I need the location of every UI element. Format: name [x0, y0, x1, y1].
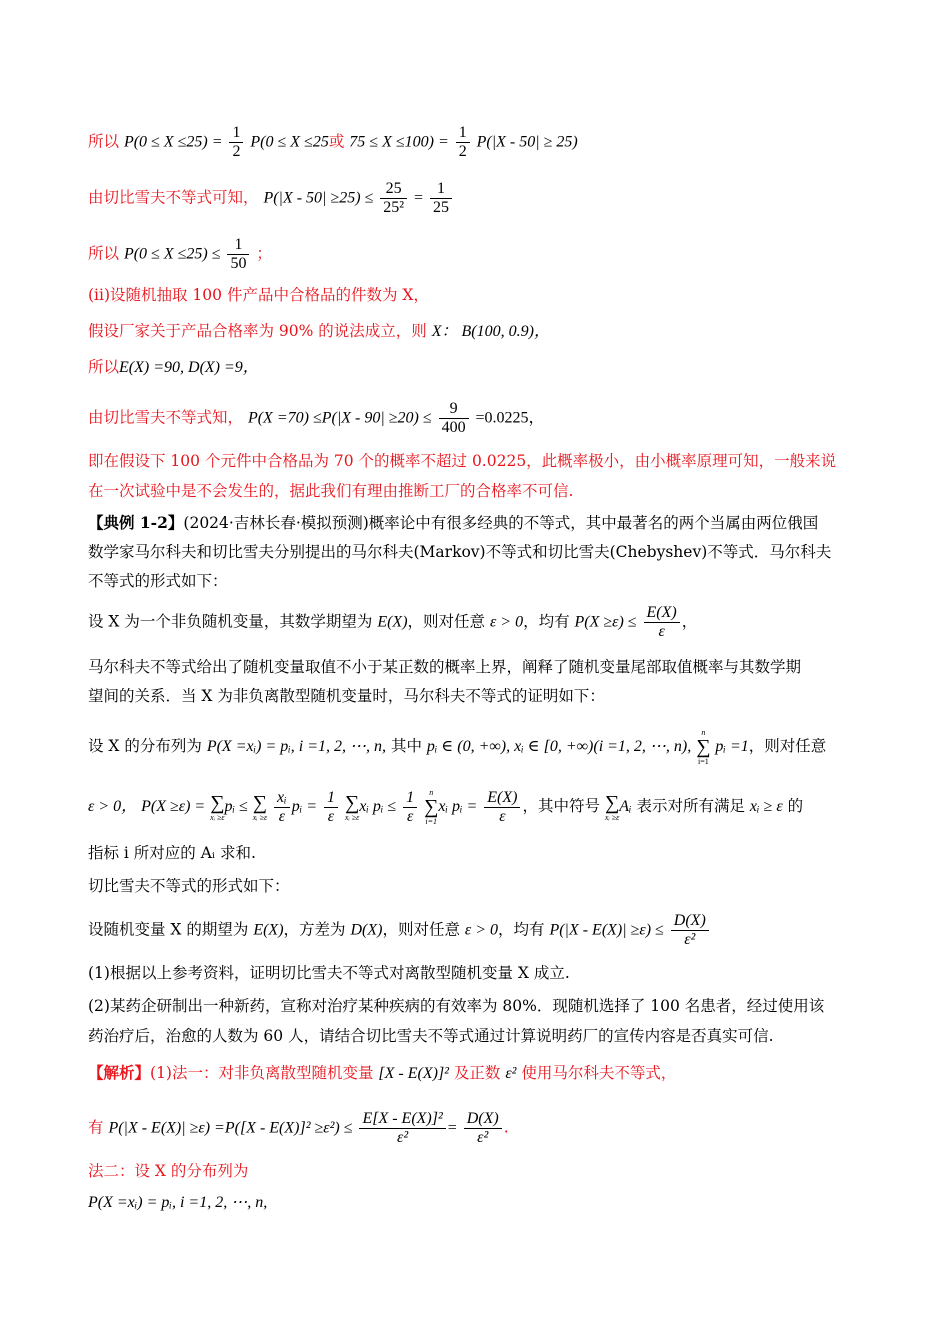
line-18: 指标 i 所对应的 Aᵢ 求和.: [88, 844, 256, 862]
sum-symbol: ∑ xᵢ ≥ε: [210, 791, 225, 822]
text: 所以: [88, 244, 120, 263]
line-25: 有 P(|X - E(X)| ≥ε) =P([X - E(X)]² ≥ε²) ≤ $\frac{\text{E[X - E(X)]²}}{\text{ε²}}$ = $\frac{D(X)}{\text{ε²}}$ .: [88, 1110, 509, 1146]
line-8: 即在假设下 100 个元件中合格品为 70 个的概率不超过 0.0225，此概率极小，由小概率原理可知，一般来说: [88, 452, 837, 470]
line-13: 设 X 为一个非负随机变量，其数学期望为 E(X)，则对任意 ε > 0，均有 P(X ≥ε) ≤ $\frac{E(X)}{\varepsilon}$ ，: [88, 604, 698, 640]
math: P(X =70) ≤P(|X - 90| ≥20) ≤: [247, 409, 432, 427]
fraction: $\frac{9}{400}$: [439, 400, 469, 437]
text: 由切比雪夫不等式可知，: [88, 188, 259, 207]
math: E(X) =90, D(X) =9，: [119, 359, 259, 376]
fraction: $\frac{1}{25}$: [430, 180, 452, 217]
line-3: [88, 236, 868, 273]
fraction: $\frac{\text{xᵢ}}{\varepsilon}$: [274, 789, 290, 826]
fraction-half: $\frac{1}{2}$: [456, 124, 470, 161]
line-19: 切比雪夫不等式的形式如下：: [88, 877, 290, 895]
line-5: [88, 320, 868, 343]
fraction: $\frac{D(X)}{\text{ε²}}$: [671, 912, 709, 949]
line-23: 药治疗后，治愈的人数为 60 人，请结合切比雪夫不等式通过计算说明药厂的宣传内容是否真实可信.: [88, 1027, 774, 1045]
analysis-tag: 【解析】: [88, 1063, 151, 1082]
math: P(|X - 50| ≥25) ≤: [263, 189, 374, 207]
line-10: [88, 512, 868, 534]
line-20: 设随机变量 X 的期望为 E(X)，方差为 D(X)，则对任意 ε > 0，均有 P(|X - E(X)| ≥ε) ≤ $\frac{D(X)}{\text{ε²}}$: [88, 912, 868, 949]
sum-symbol: ∑ xᵢ ≥ε: [344, 791, 360, 822]
sum-symbol: n ∑ i=1: [696, 728, 711, 766]
line-2: 由切比雪夫不等式可知， P(|X - 50| ≥25) ≤ $\frac{25}{\text{25²}}$ = $\frac{1}{25}$: [88, 180, 868, 217]
line-24: 【解析】(1)法一：对非负离散型随机变量 [X - E(X)]² 及正数 ε² 使用马尔科夫不等式，: [88, 1063, 677, 1082]
math: P(0 ≤ X ≤25: [250, 133, 329, 151]
line-12: 不等式的形式如下：: [88, 572, 228, 590]
fraction-half: $\frac{1}{2}$: [229, 124, 243, 161]
math: P(0 ≤ X ≤25) =: [123, 133, 223, 151]
line-4: (ii)设随机抽取 100 件产品中合格品的件数为 X，: [88, 286, 429, 304]
text-or: 或: [328, 132, 345, 151]
line-9: 在一次试验中是不会发生的，据此我们有理由推断工厂的合格率不可信.: [88, 482, 574, 500]
line-17: ε > 0， P(X ≥ε) = ∑ xᵢ ≥ε pᵢ ≤ ∑ xᵢ ≥ε $\frac{\text{xᵢ}}{\varepsilon}$ pᵢ = $\frac{1}{\varepsilon}$ ∑ xᵢ ≥ε xᵢ pᵢ ≤ $\frac{1}{\varepsilon}$ n ∑ i=1 xᵢ pᵢ = $\frac{E(X)}{\varepsilon}$ ，其中符号 ∑ xᵢ ≥ε Aᵢ 表示对所有满足 xᵢ ≥ ε 的: [88, 788, 804, 826]
fraction: $\frac{E(X)}{\varepsilon}$: [644, 604, 680, 641]
math: P(0 ≤ X ≤25) ≤: [123, 245, 221, 263]
line-26: 法二：设 X 的分布列为: [88, 1162, 249, 1180]
fraction: $\frac{\text{E[X - E(X)]²}}{\text{ε²}}$: [359, 1110, 445, 1147]
line-16: 设 X 的分布列为 P(X =xᵢ) = pᵢ, i =1, 2, ⋯, n, 其中 pᵢ ∈ (0, +∞), xᵢ ∈ [0, +∞)(i =1, 2, ⋯, n), n ∑ i=1 pᵢ =1，则对任意: [88, 728, 827, 766]
fraction: $\frac{1}{\varepsilon}$: [403, 789, 417, 826]
text: 由切比雪夫不等式知，: [88, 408, 244, 427]
text: 所以: [88, 358, 120, 376]
line-6: [88, 356, 868, 379]
math: =0.0225，: [475, 409, 545, 427]
text: (2024·吉林长春·模拟预测)概率论中有很多经典的不等式，其中最著名的两个当属由两位俄国: [183, 514, 819, 532]
sum-symbol: n ∑ i=1: [424, 788, 439, 826]
math: P(|X - 50| ≥ 25): [476, 133, 578, 151]
line-21: (1)根据以上参考资料，证明切比雪夫不等式对离散型随机变量 X 成立.: [88, 964, 570, 982]
text: 所以: [88, 132, 120, 151]
line-14: 马尔科夫不等式给出了随机变量取值不小于某正数的概率上界，阐释了随机变量尾部取值概率与其数学期: [88, 658, 802, 676]
text: 假设厂家关于产品合格率为 90% 的说法成立，则: [88, 322, 432, 340]
math: 75 ≤ X ≤100) =: [349, 133, 449, 151]
text: ；: [256, 244, 272, 263]
line-22: (2)某药企研制出一种新药，宣称对治疗某种疾病的有效率为 80%．现随机选择了 100 名患者，经过使用该: [88, 997, 825, 1015]
line-1: [88, 124, 868, 161]
sum-symbol: ∑ xᵢ ≥ε: [604, 791, 620, 822]
fraction: $\frac{E(X)}{\varepsilon}$: [484, 789, 520, 826]
line-27: P(X =xᵢ) = pᵢ, i =1, 2, ⋯, n,: [88, 1194, 268, 1211]
sum-symbol: ∑ xᵢ ≥ε: [252, 791, 268, 822]
fraction: $\frac{1}{50}$: [227, 236, 249, 273]
math: X： B(100, 0.9)，: [431, 323, 550, 340]
example-tag: 【典例 1-2】: [88, 513, 184, 532]
line-11: 数学家马尔科夫和切比雪夫分别提出的马尔科夫(Markov)不等式和切比雪夫(Chebyshev)不等式．马尔科夫: [88, 543, 832, 561]
fraction: $\frac{1}{\varepsilon}$: [324, 789, 338, 826]
fraction: $\frac{25}{\text{25²}}$: [380, 180, 407, 217]
fraction: $\frac{D(X)}{\text{ε²}}$: [464, 1110, 502, 1147]
line-7: [88, 400, 868, 437]
line-15: 望间的关系．当 X 为非负离散型随机变量时，马尔科夫不等式的证明如下：: [88, 687, 605, 705]
